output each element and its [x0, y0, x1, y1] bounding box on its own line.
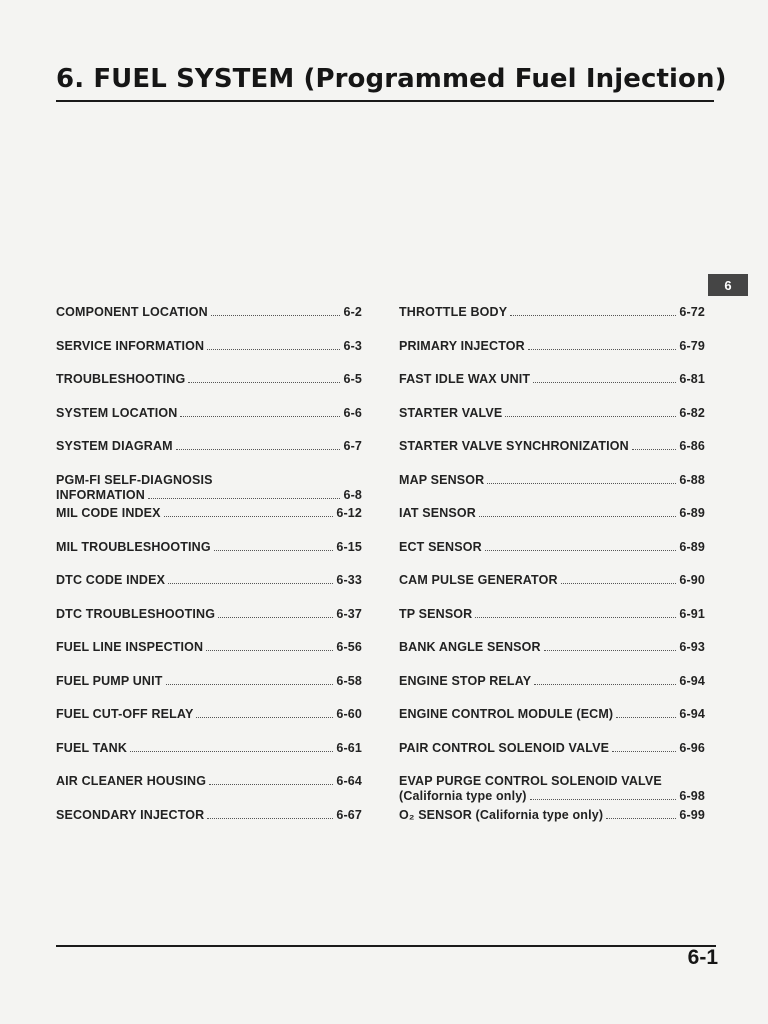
toc-entry-page: 6-91	[679, 606, 705, 621]
dot-leader	[166, 684, 334, 685]
dot-leader	[487, 483, 676, 484]
toc-entry-page: 6-79	[679, 338, 705, 353]
toc-entry[interactable]	[56, 406, 362, 440]
toc-entry-row	[399, 640, 705, 655]
dot-leader	[211, 315, 341, 316]
toc-entry-label: STARTER VALVE	[399, 405, 503, 420]
toc-entry-page: 6-89	[679, 539, 705, 554]
toc-entry-label: CAM PULSE GENERATOR	[399, 573, 558, 587]
toc-entry-label: PAIR CONTROL SOLENOID VALVE	[399, 740, 610, 755]
toc-entry-row	[56, 774, 362, 789]
dot-leader	[528, 349, 677, 350]
dot-leader	[196, 717, 333, 718]
dot-leader	[176, 449, 341, 450]
dot-leader	[207, 349, 340, 350]
dot-leader	[534, 684, 676, 685]
toc-entry-label: FUEL CUT-OFF RELAY	[56, 707, 194, 721]
dot-leader	[632, 449, 677, 450]
dot-leader	[130, 751, 333, 752]
toc-entry-page: 6-99	[679, 807, 705, 822]
dot-leader	[479, 516, 676, 517]
toc-entry-row	[56, 808, 362, 823]
toc-right-column	[399, 305, 705, 841]
toc-entry-row	[399, 439, 705, 454]
toc-entry-row	[56, 506, 362, 521]
toc-entry-page: 6-67	[336, 807, 362, 822]
dot-leader	[475, 617, 676, 618]
page-title: 6. FUEL SYSTEM (Programmed Fuel Injection)	[56, 64, 727, 94]
toc-entry-label: DTC TROUBLESHOOTING	[56, 606, 216, 621]
toc-entry-label: ECT SENSOR	[399, 539, 482, 554]
toc-entry[interactable]	[399, 372, 705, 406]
toc-entry-row	[399, 540, 705, 555]
toc-entry-page: 6-81	[679, 372, 705, 386]
toc-entry-row	[399, 808, 705, 823]
toc-entry-label: TROUBLESHOOTING	[56, 372, 186, 386]
toc-entry-page: 6-2	[343, 305, 362, 319]
toc-entry-row	[56, 372, 362, 387]
toc-entry-row	[399, 506, 705, 521]
dot-leader	[218, 617, 333, 618]
toc-entry-page: 6-8	[343, 487, 362, 502]
toc-entry-label: BANK ANGLE SENSOR	[399, 640, 541, 654]
dot-leader	[612, 751, 676, 752]
toc-entry-row	[399, 473, 705, 488]
toc-entry-label: (California type only)	[399, 789, 527, 803]
toc-entry-label: FUEL TANK	[56, 740, 128, 755]
dot-leader	[606, 818, 676, 819]
toc-entry[interactable]	[399, 339, 705, 373]
page-number: 6-1	[687, 946, 718, 969]
toc-entry-page: 6-82	[679, 405, 705, 420]
toc-entry[interactable]	[399, 473, 705, 507]
toc-entry-label: FUEL LINE INSPECTION	[56, 640, 204, 654]
toc-entry[interactable]	[56, 607, 362, 641]
toc-entry-page: 6-86	[679, 439, 705, 453]
toc-entry-row	[56, 573, 362, 588]
toc-entry-row	[56, 607, 362, 622]
dot-leader	[561, 583, 677, 584]
toc-entry-page: 6-15	[336, 539, 362, 554]
toc-entry-row	[399, 372, 705, 387]
toc-entry-row	[56, 406, 362, 421]
toc-entry[interactable]	[399, 607, 705, 641]
toc-entry-label: MIL TROUBLESHOOTING	[56, 539, 211, 554]
toc-entry-label: SYSTEM DIAGRAM	[56, 439, 173, 453]
dot-leader	[180, 416, 340, 417]
toc-entry-label: DTC CODE INDEX	[56, 573, 166, 587]
toc-left-column	[56, 305, 362, 841]
toc-entry-page: 6-90	[679, 573, 705, 587]
toc-entry-row	[56, 488, 362, 503]
toc-entry[interactable]	[56, 640, 362, 674]
toc-entry[interactable]	[56, 506, 362, 540]
toc-entry[interactable]	[399, 774, 705, 808]
dot-leader	[485, 550, 677, 551]
toc-entry[interactable]	[56, 741, 362, 775]
toc-entry-label: ENGINE CONTROL MODULE (ECM)	[399, 707, 614, 721]
toc-entry-page: 6-6	[343, 405, 362, 420]
toc-entry-label: O₂ SENSOR (California type only)	[399, 807, 604, 822]
toc-entry-page: 6-98	[679, 789, 705, 803]
toc-entry[interactable]	[399, 439, 705, 473]
toc-entry-label: MIL CODE INDEX	[56, 506, 161, 520]
toc-entry-row	[56, 339, 362, 354]
toc-entry-label: STARTER VALVE SYNCHRONIZATION	[399, 439, 629, 453]
toc-entry-label: FAST IDLE WAX UNIT	[399, 372, 531, 386]
toc-entry-page: 6-58	[336, 673, 362, 688]
toc-entry-page: 6-93	[679, 640, 705, 654]
toc-entry-row	[399, 573, 705, 588]
toc-entry-label: FUEL PUMP UNIT	[56, 673, 163, 688]
dot-leader	[510, 315, 676, 316]
toc-entry[interactable]	[399, 640, 705, 674]
toc-entry[interactable]	[56, 473, 362, 507]
toc-entry-label-line1: PGM-FI SELF-DIAGNOSIS	[56, 472, 213, 487]
dot-leader	[148, 498, 341, 499]
toc-entry-row	[399, 789, 705, 804]
toc-entry[interactable]	[399, 573, 705, 607]
dot-leader	[168, 583, 333, 584]
toc-entry-label: MAP SENSOR	[399, 472, 485, 487]
toc-entry-page: 6-3	[343, 338, 362, 353]
toc-entry[interactable]	[56, 573, 362, 607]
toc-entry-page: 6-72	[679, 305, 705, 319]
toc-entry-label: THROTTLE BODY	[399, 305, 508, 319]
toc-entry-row	[399, 674, 705, 689]
toc-entry[interactable]	[56, 774, 362, 808]
toc-entry-page: 6-5	[343, 372, 362, 386]
toc-entry-page: 6-96	[679, 740, 705, 755]
dot-leader	[616, 717, 676, 718]
toc-entry-row	[56, 305, 362, 320]
dot-leader	[214, 550, 334, 551]
toc-entry[interactable]	[56, 372, 362, 406]
dot-leader	[206, 650, 333, 651]
dot-leader	[209, 784, 333, 785]
toc-entry[interactable]	[399, 741, 705, 775]
footer-rule	[56, 945, 716, 947]
toc-entry-label: AIR CLEANER HOUSING	[56, 774, 207, 788]
toc-entry-row	[399, 707, 705, 722]
toc-entry-row	[56, 707, 362, 722]
toc-entry-label: SERVICE INFORMATION	[56, 338, 205, 353]
toc-entry[interactable]	[56, 339, 362, 373]
toc-entry[interactable]	[399, 305, 705, 339]
dot-leader	[544, 650, 677, 651]
toc-entry-row	[399, 406, 705, 421]
toc-entry-label: SECONDARY INJECTOR	[56, 807, 205, 822]
toc-entry-label: SYSTEM LOCATION	[56, 405, 178, 420]
toc-entry-page: 6-12	[336, 506, 362, 520]
toc-entry-row	[399, 305, 705, 320]
toc-entry[interactable]	[399, 506, 705, 540]
toc-entry-label-line1: EVAP PURGE CONTROL SOLENOID VALVE	[399, 774, 662, 788]
toc-entry-row	[399, 339, 705, 354]
toc-entry[interactable]	[56, 305, 362, 339]
toc-entry-page: 6-94	[679, 707, 705, 721]
toc-entry-label: COMPONENT LOCATION	[56, 305, 208, 319]
toc-entry-page: 6-89	[679, 506, 705, 520]
dot-leader	[530, 799, 677, 800]
toc-entry-page: 6-88	[679, 472, 705, 487]
toc-entry-row	[56, 439, 362, 454]
toc-entry-label: IAT SENSOR	[399, 506, 476, 520]
dot-leader	[505, 416, 676, 417]
toc-entry-row	[56, 741, 362, 756]
toc-entry-row	[56, 640, 362, 655]
toc-entry-page: 6-37	[336, 606, 362, 621]
title-underline	[56, 100, 714, 102]
toc-entry[interactable]	[56, 540, 362, 574]
toc-entry[interactable]	[56, 707, 362, 741]
toc-entry[interactable]	[399, 808, 705, 842]
section-tab: 6	[708, 274, 748, 296]
toc-entry[interactable]	[56, 439, 362, 473]
toc-entry[interactable]	[56, 808, 362, 842]
toc-entry[interactable]	[56, 674, 362, 708]
toc-entry[interactable]	[399, 540, 705, 574]
toc-entry-row	[399, 607, 705, 622]
toc-entry-row	[399, 741, 705, 756]
toc-entry-label: TP SENSOR	[399, 606, 473, 621]
toc-entry-page: 6-61	[336, 740, 362, 755]
toc-entry-page: 6-94	[679, 673, 705, 688]
dot-leader	[164, 516, 334, 517]
toc-entry-page: 6-33	[336, 573, 362, 587]
dot-leader	[207, 818, 333, 819]
toc-entry-page: 6-60	[336, 707, 362, 721]
toc-entry[interactable]	[399, 674, 705, 708]
toc-entry-label: ENGINE STOP RELAY	[399, 673, 532, 688]
dot-leader	[533, 382, 676, 383]
toc-entry-row	[56, 674, 362, 689]
toc-entry-page: 6-56	[336, 640, 362, 654]
toc-entry[interactable]	[399, 406, 705, 440]
dot-leader	[188, 382, 340, 383]
toc-entry-label: INFORMATION	[56, 487, 145, 502]
toc-entry-page: 6-64	[336, 774, 362, 788]
toc-entry-label: PRIMARY INJECTOR	[399, 338, 525, 353]
toc-entry-row	[56, 540, 362, 555]
toc-entry-page: 6-7	[343, 439, 362, 453]
toc-entry[interactable]	[399, 707, 705, 741]
